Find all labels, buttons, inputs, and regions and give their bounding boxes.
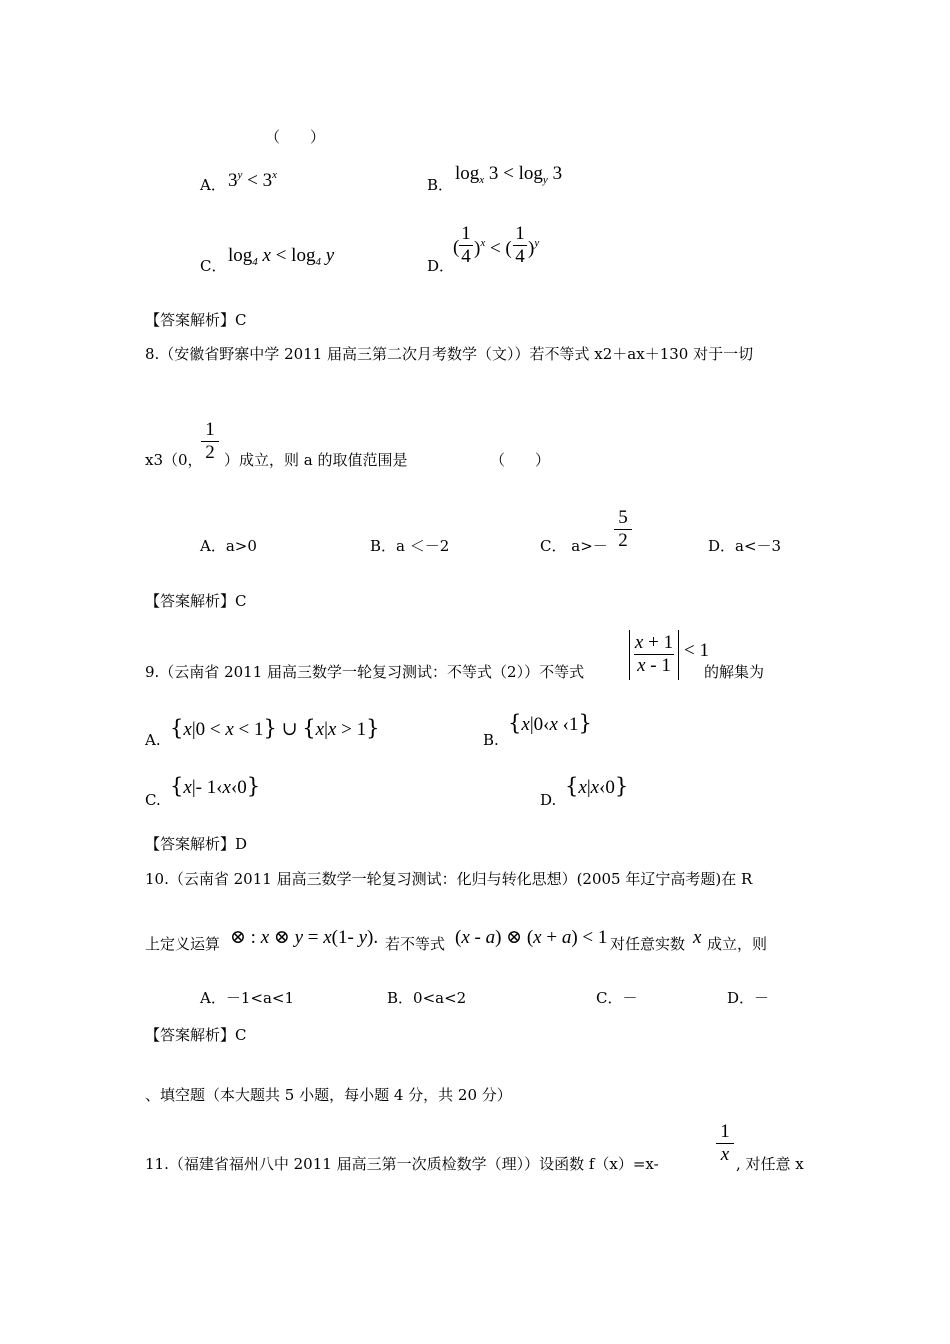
q8-option-d: D．a<－3 (708, 537, 782, 555)
q11-stem-post: , 对任意 x (736, 1155, 804, 1173)
q10-inequality: (x - a) ⊗ (x + a) < 1 (455, 927, 608, 948)
q10-stem-line1: 10.（云南省 2011 届高三数学一轮复习测试：化归与转化思想）(2005 年辽宁高考题)在 R (145, 870, 753, 888)
q11-fraction-one-over-x: 1 x (716, 1122, 734, 1165)
q8-bracket: （ ） (490, 451, 551, 469)
q9-answer: 【答案解析】D (145, 835, 248, 853)
q10-option-c: C．－ (596, 989, 638, 1007)
q8-option-a: A．a>0 (200, 537, 257, 555)
q9-option-b-label: B. (483, 731, 499, 749)
q9-inequality-fraction: x + 1 x - 1 (634, 632, 674, 676)
q7-option-b-label: B． (427, 176, 454, 194)
q10-operation-definition: ⊗ : x ⊗ y = x(1- y). (230, 927, 379, 948)
q9-abs-bar-right (678, 630, 679, 680)
q9-option-a-set: {x|0 < x < 1} ∪ {x|x > 1} (170, 716, 380, 740)
q8-answer: 【答案解析】C (145, 592, 247, 610)
q9-option-d-label: D. (540, 791, 557, 809)
q9-option-d-set: {x|x‹0} (565, 774, 629, 798)
q10-answer: 【答案解析】C (145, 1026, 247, 1044)
q7-option-d-paren-close-2: )$^y$ (528, 237, 540, 259)
q10-stem-line2-pre: 上定义运算 (145, 935, 221, 953)
q10-stem-line2-mid2: 对任意实数 (610, 935, 686, 953)
q7-option-a-label: A． (200, 176, 226, 194)
q8-fraction-half: 1 2 (201, 420, 219, 463)
q10-variable-x: x (693, 927, 702, 948)
q9-option-c-label: C. (145, 791, 161, 809)
q11-stem-pre: 11.（福建省福州八中 2011 届高三第一次质检数学（理））设函数 f（x）=x- (145, 1155, 659, 1173)
q9-stem-pre: 9.（云南省 2011 届高三数学一轮复习测试：不等式（2））不等式 (145, 663, 585, 681)
section-fill-in-title: 、填空题（本大题共 5 小题，每小题 4 分，共 20 分） (145, 1086, 512, 1104)
q10-option-b: B．0<a<2 (387, 989, 467, 1007)
q7-option-c-formula: $\log_4 x < \log_4 y$ (228, 245, 335, 268)
q9-option-b-set: {x|0‹x ‹1} (508, 711, 592, 735)
q7-option-b-formula: $\log_x 3 < \log_y 3$ (455, 163, 563, 186)
q9-inequality-rhs: < 1 (684, 640, 709, 661)
q7-option-d-fraction-1: 1 4 (459, 224, 473, 267)
q7-option-c-label: C． (200, 257, 227, 275)
q7-option-d-label: D． (427, 257, 455, 275)
q10-stem-line2-post: 成立，则 (707, 935, 768, 953)
q10-stem-line2-mid: 若不等式 (385, 935, 446, 953)
q8-option-b: B．a ＜－2 (370, 537, 450, 555)
q7-option-d-paren-close-1: )$^x$ < ( (474, 237, 512, 259)
q9-abs-bar-left (629, 630, 630, 680)
q7-option-a-formula: $3^y < 3^x$ (228, 169, 277, 191)
q7-option-d-fraction-2: 1 4 (513, 224, 527, 267)
q7-answer: 【答案解析】C (145, 311, 247, 329)
q7-bracket: （ ） (265, 128, 326, 146)
q10-option-a: A．－1<a<1 (200, 989, 294, 1007)
q9-option-a-label: A. (145, 731, 161, 749)
q9-stem-post: 的解集为 (704, 663, 765, 681)
q8-stem-line1: 8.（安徽省野寨中学 2011 届高三第二次月考数学（文））若不等式 x2＋ax＋130 对于一切 (145, 345, 754, 363)
q10-option-d: D．－ (727, 989, 770, 1007)
q8-stem-line2-pre: x3（0， (145, 451, 203, 469)
q9-option-c-set: {x|- 1‹x‹0} (170, 774, 261, 798)
q8-option-c-fraction: 5 2 (614, 508, 632, 551)
q8-stem-line2-post: ）成立，则 a 的取值范围是 (224, 451, 408, 469)
q8-option-c: C． a>－ (540, 537, 608, 555)
q7-option-d-paren-open-1: ( (453, 237, 460, 258)
